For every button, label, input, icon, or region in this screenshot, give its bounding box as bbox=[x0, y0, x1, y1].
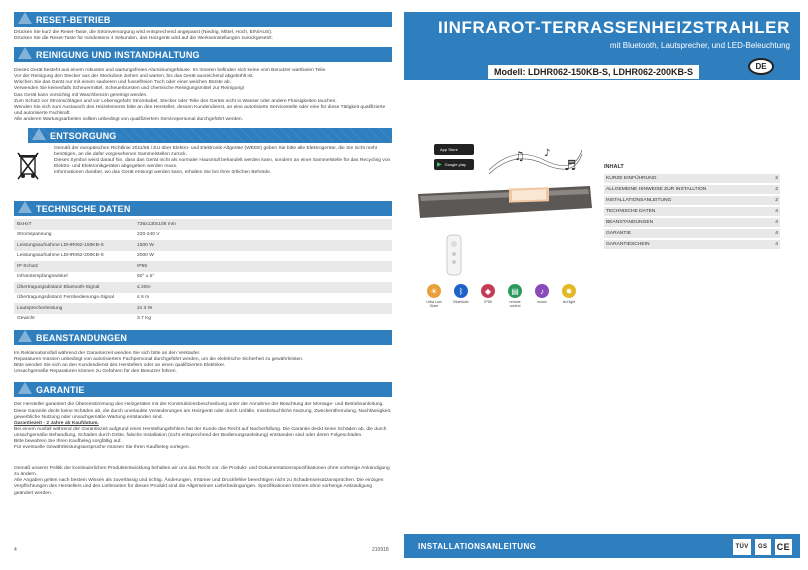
spec-label: Übertragungsdistanz Bluetooth-Signal bbox=[14, 282, 134, 293]
spec-value: ≤ 20m bbox=[134, 282, 392, 293]
tuv-icon: TÜV bbox=[733, 539, 750, 555]
table-row bbox=[14, 282, 392, 293]
toc-item-page: 4 bbox=[775, 208, 778, 214]
table-row bbox=[14, 230, 392, 241]
disposal-text: Gemäß der europäischen Richtlinie 2011/65 / EU über Elektro- und Elektronik-Altgeräte (WEEE) geben Sie bitte alle Elektrogeräte, die Sie nicht mehr benötigen, an die dafür vorgesehenen Sammelstellen zurück. Dieses Symbol weist darauf hin, dass das Gerät nicht als normaler Hausmüll behandelt werden kann, sondern an einer Sammelstelle für das Recycling von Elektro- und Elektronikgeräten abgegeben werden muss. Informationen darüber, wo das Gerät entsorgt werden kann, erhalten Sie bei Ihrer örtlichen Behörde. bbox=[54, 146, 391, 176]
table-row bbox=[14, 261, 392, 272]
certification-icons bbox=[733, 539, 792, 555]
spec-value: ≤ 6 m bbox=[137, 295, 150, 301]
disposal-heading: ENTSORGUNG bbox=[28, 128, 392, 143]
table-of-contents bbox=[604, 164, 780, 251]
language-badge: DE bbox=[748, 58, 774, 75]
toc-item-page: 4 bbox=[775, 230, 778, 236]
table-row bbox=[14, 293, 392, 304]
spec-value: 1500 W bbox=[134, 240, 392, 251]
table-row bbox=[14, 314, 392, 325]
feature-remote-control: ▤ remote control bbox=[505, 284, 525, 308]
reset-text: Drücken Sie kurz die Reset-Taste, die Stromversorgung wird entsprechend angepasst (Niedrig, Mittel, Hoch, EIN/AUS). Drücken Sie die Reset-Taste für mindestens 4 Sekunden, das Heizgerät wird auf die Werkseinstellungen zurückgesetzt. bbox=[14, 30, 273, 42]
spec-label: Infrarotempfangswinkel bbox=[17, 274, 68, 280]
toc-item[interactable] bbox=[604, 185, 780, 194]
spec-value: 2000 W bbox=[137, 253, 154, 259]
table-row bbox=[14, 251, 392, 262]
page-number: 4 bbox=[14, 547, 17, 553]
feature-led-light: ✹ led light bbox=[559, 284, 579, 308]
toc-item[interactable] bbox=[604, 174, 780, 183]
svg-text:♪: ♪ bbox=[544, 148, 551, 159]
spec-label: Übertragungsdistanz Fernbedienungs-Signal bbox=[17, 295, 115, 301]
remote-control-icon bbox=[444, 234, 464, 276]
ce-icon: CE bbox=[775, 539, 792, 555]
toc-item-label: GARANTIESCHEIN bbox=[606, 241, 650, 247]
play-icon: ▶ bbox=[437, 162, 442, 168]
feature-ip65: ◆ IP65 bbox=[478, 284, 498, 308]
table-row bbox=[14, 219, 392, 230]
tech-heading: TECHNISCHE DATEN bbox=[14, 201, 392, 216]
toc-item[interactable] bbox=[604, 218, 780, 227]
reset-heading: RESET-BETRIEB bbox=[14, 12, 392, 27]
tech-table bbox=[14, 219, 392, 324]
cleaning-heading: REINIGUNG UND INSTANDHALTUNG bbox=[14, 47, 392, 62]
feature-icons bbox=[424, 284, 579, 308]
policy-text: Gemäß unserer Politik der kontinuierlichen Produktentwicklung behalten wir uns das Recht vor, die Produkt- und Dokumentationsspezifikationen ohne vorherige Ankündigung zu ändern. Alle Angaben gelten nach bestem Wissen als zuverlässig und richtig. Änderungen, Irrtümer und Druckfehler berechtigen nicht zu Schadensersatzansprüchen. Die einzigen Verpflichtungen des Herstellers und des Lieferanten für dieses Produkt sind die Allgemeinen Lieferbedingungen. Spezifikationen können ohne vorherige Ankündigung geändert werden. bbox=[14, 466, 390, 496]
cover-page bbox=[404, 12, 800, 558]
complaints-heading: BEANSTANDUNGEN bbox=[14, 330, 392, 345]
spec-label: Gewicht bbox=[17, 316, 35, 322]
cover-subtitle: mit Bluetooth, Lautsprecher, und LED-Beleuchtung bbox=[609, 41, 790, 50]
toc-item-label: BEANSTANDUNGEN bbox=[606, 219, 654, 225]
spec-value: 2x 3 W bbox=[134, 303, 392, 314]
spec-label: Leistungsaufnahme LDHR062-150KB-S bbox=[14, 240, 134, 251]
table-row bbox=[14, 303, 392, 314]
toc-item-label: KURZE EINFÜHRUNG bbox=[606, 175, 657, 181]
feature-music: ♪ music bbox=[532, 284, 552, 308]
cleaning-text: Dieses Gerät besteht aus einem robusten und wartungsfreien Aluminiumgehäuse. Im Inneren befinden sich keine vom Benutzer wartbaren Teile. Vor der Reinigung den Stecker aus der Steckdose ziehen und warten, bis das Gerät ausreichend abgekühlt ist. Wischen Sie das Gerät nur mit einem sauberen und fusselfreien Tuch oder einer weichen Bürste ab. Verwenden Sie keinesfalls Scheuermittel, Scheuerbürsten und chemische Reinigungsmittel zur Reinigung! Das Gerät kann vorsichtig mit Waschbenzin gereinigt werden. Zum Schutz vor Stromschlägen und vor Lebensgefahr Stromkabel, Stecker oder Teile des Geräts nicht in Wasser oder andere Flüssigkeiten tauchen. Wenden Sie sich zum Austausch des Heizelements bitte an den Hersteller, dessen Kundendienst, an eine autorisierte Servicestelle oder eine für diese Tätigkeit qualifizierte und autorisierte Fachkraft. Alle anderen Wartungsarbeiten sollten unbedingt von qualifiziertem Servicepersonal durchgeführt werden. bbox=[14, 68, 386, 122]
warranty-text: Der Hersteller garantiert die Übereinstimmung des Heizgerätes mit der Konstruktionsbeschreibung unter der Annahme der Beachtung der Montage- und Betriebsanleitung. Diese Garantie deckt keine Schäden ab, die durch unerlaubte Veränderungen am Heizgerät oder durch Unfälle, missbräuchliche Nutzung, Zweckentfremdung, Nachlässigkeit, gewerbliche Nutzung oder unsachgemäße Wartung entstanden sind. Garantiezeit - 2 Jahre ab Kaufdatum. Bei einem Ausfall während der Garantiezeit aufgrund eines Herstellungsfehlers hat der Kunde das Recht auf Nacherfüllung. Die Garantie deckt keine Schäden ab, die durch unsachgemäße Behandlung, Schäden durch Dritte, falsche Installation (nicht entsprechend der Bedienungsanleitung) entstanden sind oder deren Folgeschäden. Bitte bewahren Sie Ihren Kaufbeleg sorgfältig auf. Für eventuelle Gewährleistungsansprüche müssen Sie Ihren Kaufbeleg vorlegen. bbox=[14, 402, 392, 451]
gs-icon: GS bbox=[755, 539, 771, 555]
feature-bluetooth: ᛒ Bluetooth bbox=[451, 284, 471, 308]
toc-item[interactable] bbox=[604, 207, 780, 216]
spec-value: IP65 bbox=[134, 261, 392, 272]
feature-ultra-low-glare: ☀ Ultra Low Glare bbox=[424, 284, 444, 308]
spec-value: 736x130x108 mm bbox=[134, 219, 392, 230]
spec-value: 3.7 Kg bbox=[137, 316, 152, 322]
spec-label: BxHxT bbox=[14, 219, 134, 230]
spec-label: Lautsprecherleistung bbox=[14, 303, 134, 314]
remote-icon: ▤ bbox=[508, 284, 522, 298]
table-row bbox=[14, 272, 392, 283]
sun-icon: ☀ bbox=[427, 284, 441, 298]
complaints-text: Im Reklamationsfall während der Garantiezeit wenden Sie sich bitte an den Verkäufer. Reparaturen müssen unbedingt von autorisiertem Fachpersonal durchgeführt werden, um die elektrische Sicherheit zu gewährleisten. Bitte wenden Sie sich an den Kundendienst des Herstellers oder an einen qualifizierten Elektriker. Unsachgemäße Reparaturen können zu Gefahren für den Benutzer führen. bbox=[14, 351, 304, 375]
spec-value: 220-240 V bbox=[137, 232, 160, 238]
spec-value: 60° ± 5° bbox=[137, 274, 155, 280]
google-play-badge[interactable]: ▶ Google play bbox=[434, 159, 474, 170]
toc-item[interactable] bbox=[604, 196, 780, 205]
water-drop-icon: ◆ bbox=[481, 284, 495, 298]
toc-item-page: 4 bbox=[775, 241, 778, 247]
toc-title: INHALT bbox=[604, 164, 624, 170]
svg-text:♬: ♬ bbox=[564, 158, 577, 174]
bulb-icon: ✹ bbox=[562, 284, 576, 298]
left-page bbox=[14, 12, 392, 497]
toc-item-page: 4 bbox=[775, 219, 778, 225]
music-notes-icon bbox=[484, 140, 584, 180]
spec-label: IP-Schutz bbox=[14, 261, 134, 272]
toc-item-label: INSTALLATIONSANLEITUNG bbox=[606, 197, 672, 203]
toc-item-label: GARANTIE bbox=[606, 230, 632, 236]
warranty-heading: GARANTIE bbox=[14, 382, 392, 397]
toc-item[interactable] bbox=[604, 240, 780, 249]
toc-item-page: 2 bbox=[775, 175, 778, 181]
toc-item-label: TECHNISCHE DATEN bbox=[606, 208, 656, 214]
heater-image bbox=[414, 182, 594, 222]
bluetooth-icon: ᛒ bbox=[454, 284, 468, 298]
table-row bbox=[14, 240, 392, 251]
footer-title: INSTALLATIONSANLEITUNG bbox=[418, 542, 537, 551]
disposal-block bbox=[14, 143, 392, 201]
toc-item-page: 2 bbox=[775, 186, 778, 192]
cover-title: IINFRAROT-TERRASSENHEIZSTRAHLER bbox=[438, 18, 790, 37]
toc-item-page: 2 bbox=[775, 197, 778, 203]
spec-label: Leistungsaufnahme LDHR062-200KB-S bbox=[17, 253, 104, 259]
toc-item-label: ALLGEMEINE HINWEISE ZUR INSTALLTION bbox=[606, 186, 707, 192]
wee-bin-icon bbox=[16, 151, 40, 181]
document-code: 210918 bbox=[372, 547, 389, 553]
cover-footer bbox=[404, 534, 800, 558]
toc-item[interactable] bbox=[604, 229, 780, 238]
music-icon: ♪ bbox=[535, 284, 549, 298]
svg-text:♫: ♫ bbox=[514, 149, 525, 163]
model-line: Modell: LDHR062-150KB-S, LDHR062-200KB-S bbox=[488, 65, 699, 79]
app-store-badge[interactable]: App Store bbox=[434, 144, 474, 155]
spec-label: Stromspannung bbox=[17, 232, 52, 238]
